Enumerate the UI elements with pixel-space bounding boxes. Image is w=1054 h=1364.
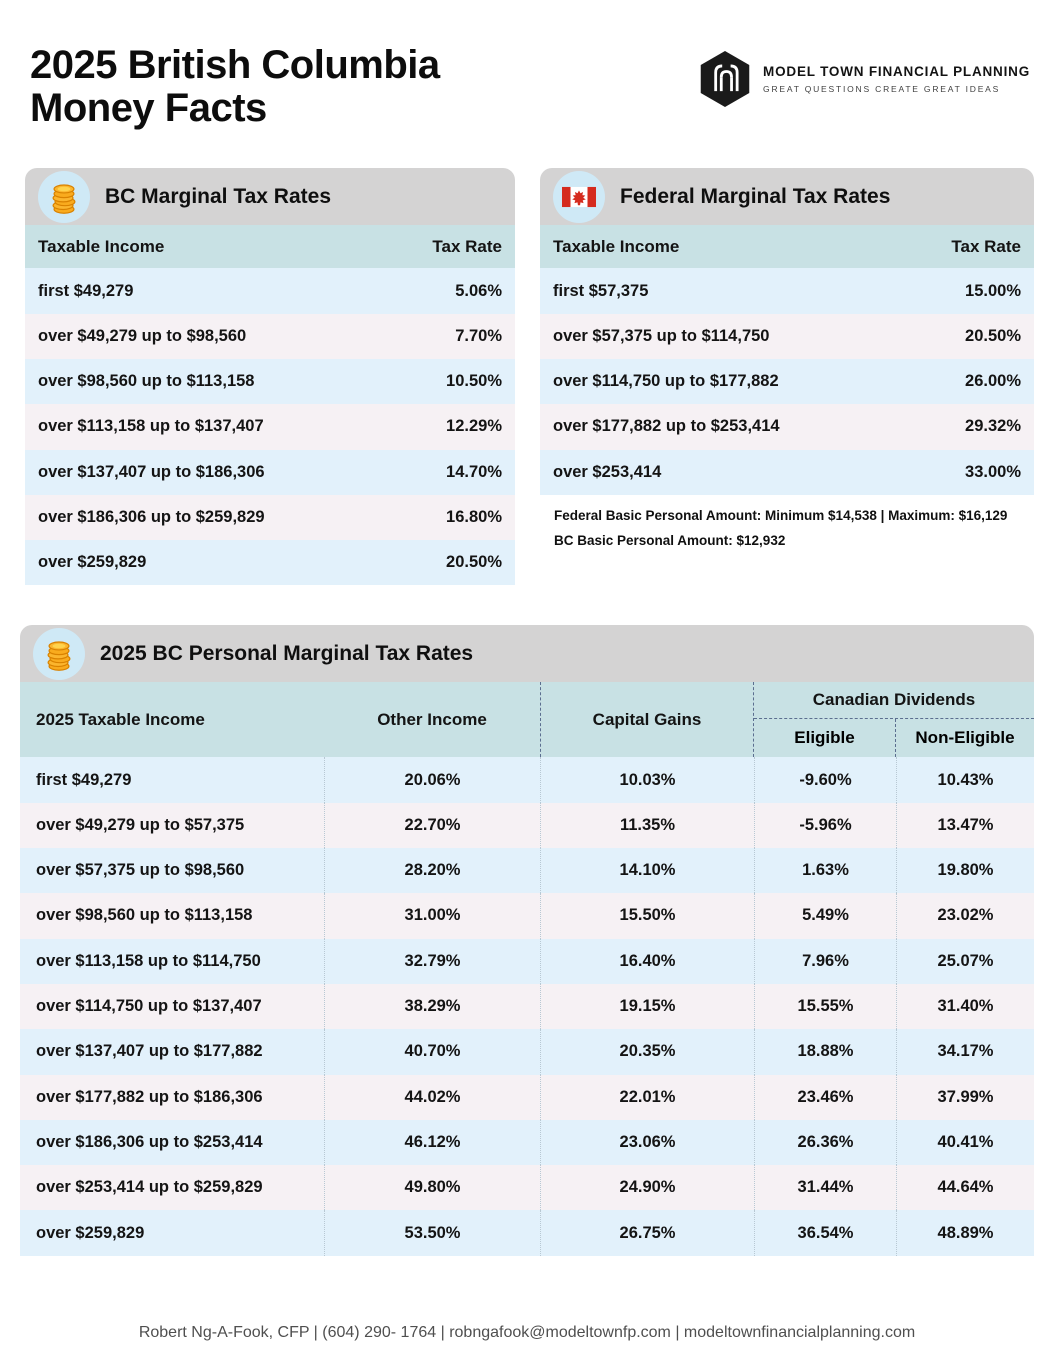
other-income-cell: 40.70% <box>324 1029 540 1074</box>
logo-text <box>763 64 1030 94</box>
page-title-line2: Money Facts <box>30 86 267 131</box>
federal-bpa-note: Federal Basic Personal Amount: Minimum $14,538 | Maximum: $16,129 <box>554 507 1008 523</box>
capital-gains-cell: 10.03% <box>540 757 754 802</box>
col-group-canadian-dividends <box>754 682 1034 757</box>
taxable-income-cell: over $113,158 up to $114,750 <box>36 951 261 970</box>
taxable-income-cell: over $137,407 up to $186,306 <box>38 462 265 481</box>
taxable-income-cell: over $57,375 up to $98,560 <box>36 861 245 880</box>
other-income-cell: 53.50% <box>324 1210 540 1255</box>
table-row <box>20 1165 1034 1210</box>
taxable-income-cell: over $177,882 up to $253,414 <box>553 417 780 436</box>
canada-flag-icon <box>553 171 605 223</box>
tax-rate-cell: 15.00% <box>965 281 1021 300</box>
tax-rate-cell: 7.70% <box>455 326 502 345</box>
table-row <box>25 404 515 449</box>
eligible-dividend-cell: 36.54% <box>754 1210 896 1255</box>
table-row <box>25 495 515 540</box>
taxable-income-cell: first $49,279 <box>36 770 132 789</box>
non-eligible-dividend-cell: 23.02% <box>896 893 1034 938</box>
taxable-income-cell: over $253,414 <box>553 462 662 481</box>
non-eligible-dividend-cell: 44.64% <box>896 1165 1034 1210</box>
table-row <box>540 314 1034 359</box>
table-row <box>540 450 1034 495</box>
table-row <box>20 984 1034 1029</box>
federal-col-taxable-income: Taxable Income <box>553 236 680 256</box>
table-row <box>25 314 515 359</box>
page-title-line1: 2025 British Columbia <box>30 43 440 87</box>
capital-gains-cell: 22.01% <box>540 1075 754 1120</box>
federal-table-body <box>540 268 1034 494</box>
taxable-income-cell: over $113,158 up to $137,407 <box>38 417 264 436</box>
taxable-income-cell: over $137,407 up to $177,882 <box>36 1042 263 1061</box>
table-row <box>20 893 1034 938</box>
taxable-income-cell: over $49,279 up to $98,560 <box>38 326 247 345</box>
taxable-income-cell: over $259,829 <box>36 1223 145 1242</box>
table-row <box>25 450 515 495</box>
tax-rate-cell: 33.00% <box>965 462 1021 481</box>
non-eligible-dividend-cell: 40.41% <box>896 1120 1034 1165</box>
table-row <box>20 1075 1034 1120</box>
bc-column-headers <box>25 225 515 268</box>
tax-rate-cell: 10.50% <box>446 372 502 391</box>
taxable-income-cell: over $49,279 up to $57,375 <box>36 815 245 834</box>
federal-marginal-tax-card <box>540 168 1034 557</box>
combined-table-body <box>20 757 1034 1255</box>
eligible-dividend-cell: 7.96% <box>754 939 896 984</box>
table-row <box>20 803 1034 848</box>
col-other-income: Other Income <box>377 709 487 729</box>
col-taxable-income: 2025 Taxable Income <box>36 709 205 729</box>
tax-rate-cell: 29.32% <box>965 417 1021 436</box>
dividend-subcolumns <box>754 719 1034 757</box>
eligible-dividend-cell: 26.36% <box>754 1120 896 1165</box>
logo-tagline: GREAT QUESTIONS CREATE GREAT IDEAS <box>763 84 1001 94</box>
eligible-dividend-cell: 31.44% <box>754 1165 896 1210</box>
taxable-income-cell: over $98,560 up to $113,158 <box>38 372 255 391</box>
other-income-cell: 32.79% <box>324 939 540 984</box>
table-row <box>20 757 1034 802</box>
taxable-income-cell: over $114,750 up to $177,882 <box>553 372 779 391</box>
personal-marginal-tax-card <box>20 625 1034 1255</box>
eligible-dividend-cell: -9.60% <box>754 757 896 802</box>
coins-icon <box>33 628 85 680</box>
other-income-cell: 22.70% <box>324 803 540 848</box>
table-row <box>25 268 515 313</box>
table-row <box>540 404 1034 449</box>
capital-gains-cell: 15.50% <box>540 893 754 938</box>
non-eligible-dividend-cell: 34.17% <box>896 1029 1034 1074</box>
tax-rate-cell: 5.06% <box>455 281 502 300</box>
table-row <box>20 848 1034 893</box>
table-row <box>540 268 1034 313</box>
table-row <box>25 540 515 585</box>
contact-footer: Robert Ng-A-Fook, CFP | (604) 290- 1764 | robngafook@modeltownfp.com | modeltownfinancialplanning.com <box>138 1324 916 1341</box>
bc-marginal-tax-card <box>25 168 515 585</box>
tax-rate-cell: 26.00% <box>965 372 1021 391</box>
bc-card-title: BC Marginal Tax Rates <box>105 184 332 208</box>
table-row <box>20 939 1034 984</box>
other-income-cell: 44.02% <box>324 1075 540 1120</box>
col-eligible: Eligible <box>754 719 896 757</box>
taxable-income-cell: over $114,750 up to $137,407 <box>36 997 262 1016</box>
bc-col-tax-rate: Tax Rate <box>432 236 502 256</box>
tax-rate-cell: 14.70% <box>446 462 502 481</box>
capital-gains-cell: 24.90% <box>540 1165 754 1210</box>
non-eligible-dividend-cell: 25.07% <box>896 939 1034 984</box>
table-row <box>20 1029 1034 1074</box>
non-eligible-dividend-cell: 48.89% <box>896 1210 1034 1255</box>
capital-gains-cell: 20.35% <box>540 1029 754 1074</box>
capital-gains-cell: 23.06% <box>540 1120 754 1165</box>
eligible-dividend-cell: 18.88% <box>754 1029 896 1074</box>
taxable-income-cell: over $57,375 up to $114,750 <box>553 326 770 345</box>
page-title <box>30 44 440 130</box>
top-tables-row <box>25 168 1034 585</box>
combined-card-title: 2025 BC Personal Marginal Tax Rates <box>100 641 474 665</box>
logo-company-name: MODEL TOWN FINANCIAL PLANNING <box>763 64 1030 79</box>
taxable-income-cell: over $186,306 up to $253,414 <box>36 1132 263 1151</box>
table-row <box>540 359 1034 404</box>
federal-card-title: Federal Marginal Tax Rates <box>620 184 891 208</box>
eligible-dividend-cell: 15.55% <box>754 984 896 1029</box>
eligible-dividend-cell: -5.96% <box>754 803 896 848</box>
capital-gains-cell: 11.35% <box>540 803 754 848</box>
other-income-cell: 49.80% <box>324 1165 540 1210</box>
taxable-income-cell: first $49,279 <box>38 281 134 300</box>
combined-card-header <box>20 625 1034 682</box>
bc-card-header <box>25 168 515 225</box>
col-non-eligible: Non-Eligible <box>915 728 1015 748</box>
tax-rate-cell: 12.29% <box>446 417 502 436</box>
taxable-income-cell: over $253,414 up to $259,829 <box>36 1178 263 1197</box>
non-eligible-dividend-cell: 37.99% <box>896 1075 1034 1120</box>
non-eligible-dividend-cell: 13.47% <box>896 803 1034 848</box>
other-income-cell: 46.12% <box>324 1120 540 1165</box>
eligible-dividend-cell: 1.63% <box>754 848 896 893</box>
other-income-cell: 20.06% <box>324 757 540 802</box>
company-logo <box>697 48 1030 110</box>
eligible-dividend-cell: 23.46% <box>754 1075 896 1120</box>
non-eligible-dividend-cell: 19.80% <box>896 848 1034 893</box>
table-row <box>20 1120 1034 1165</box>
capital-gains-cell: 26.75% <box>540 1210 754 1255</box>
capital-gains-cell: 16.40% <box>540 939 754 984</box>
page-header <box>0 0 1054 130</box>
taxable-income-cell: over $259,829 <box>38 553 147 572</box>
other-income-cell: 31.00% <box>324 893 540 938</box>
table-row <box>25 359 515 404</box>
capital-gains-cell: 19.15% <box>540 984 754 1029</box>
coins-icon <box>38 171 90 223</box>
capital-gains-cell: 14.10% <box>540 848 754 893</box>
taxable-income-cell: over $177,882 up to $186,306 <box>36 1087 263 1106</box>
taxable-income-cell: over $98,560 up to $113,158 <box>36 906 253 925</box>
federal-col-tax-rate: Tax Rate <box>951 236 1021 256</box>
basic-personal-amount-notes <box>540 495 1034 548</box>
federal-column-headers <box>540 225 1034 268</box>
eligible-dividend-cell: 5.49% <box>754 893 896 938</box>
federal-card-header <box>540 168 1034 225</box>
hexagon-monogram-icon <box>697 48 753 110</box>
tax-rate-cell: 20.50% <box>446 553 502 572</box>
other-income-cell: 28.20% <box>324 848 540 893</box>
taxable-income-cell: first $57,375 <box>553 281 649 300</box>
tax-rate-cell: 20.50% <box>965 326 1021 345</box>
combined-column-headers <box>20 682 1034 757</box>
bc-bpa-note: BC Basic Personal Amount: $12,932 <box>554 532 786 548</box>
tax-rate-cell: 16.80% <box>446 508 502 526</box>
col-capital-gains: Capital Gains <box>540 682 754 757</box>
canadian-dividends-label: Canadian Dividends <box>754 682 1034 719</box>
non-eligible-dividend-cell: 10.43% <box>896 757 1034 802</box>
non-eligible-dividend-cell: 31.40% <box>896 984 1034 1029</box>
table-row <box>20 1210 1034 1255</box>
bc-col-taxable-income: Taxable Income <box>38 236 165 256</box>
bc-table-body <box>25 268 515 585</box>
other-income-cell: 38.29% <box>324 984 540 1029</box>
taxable-income-cell: over $186,306 up to $259,829 <box>38 508 265 526</box>
